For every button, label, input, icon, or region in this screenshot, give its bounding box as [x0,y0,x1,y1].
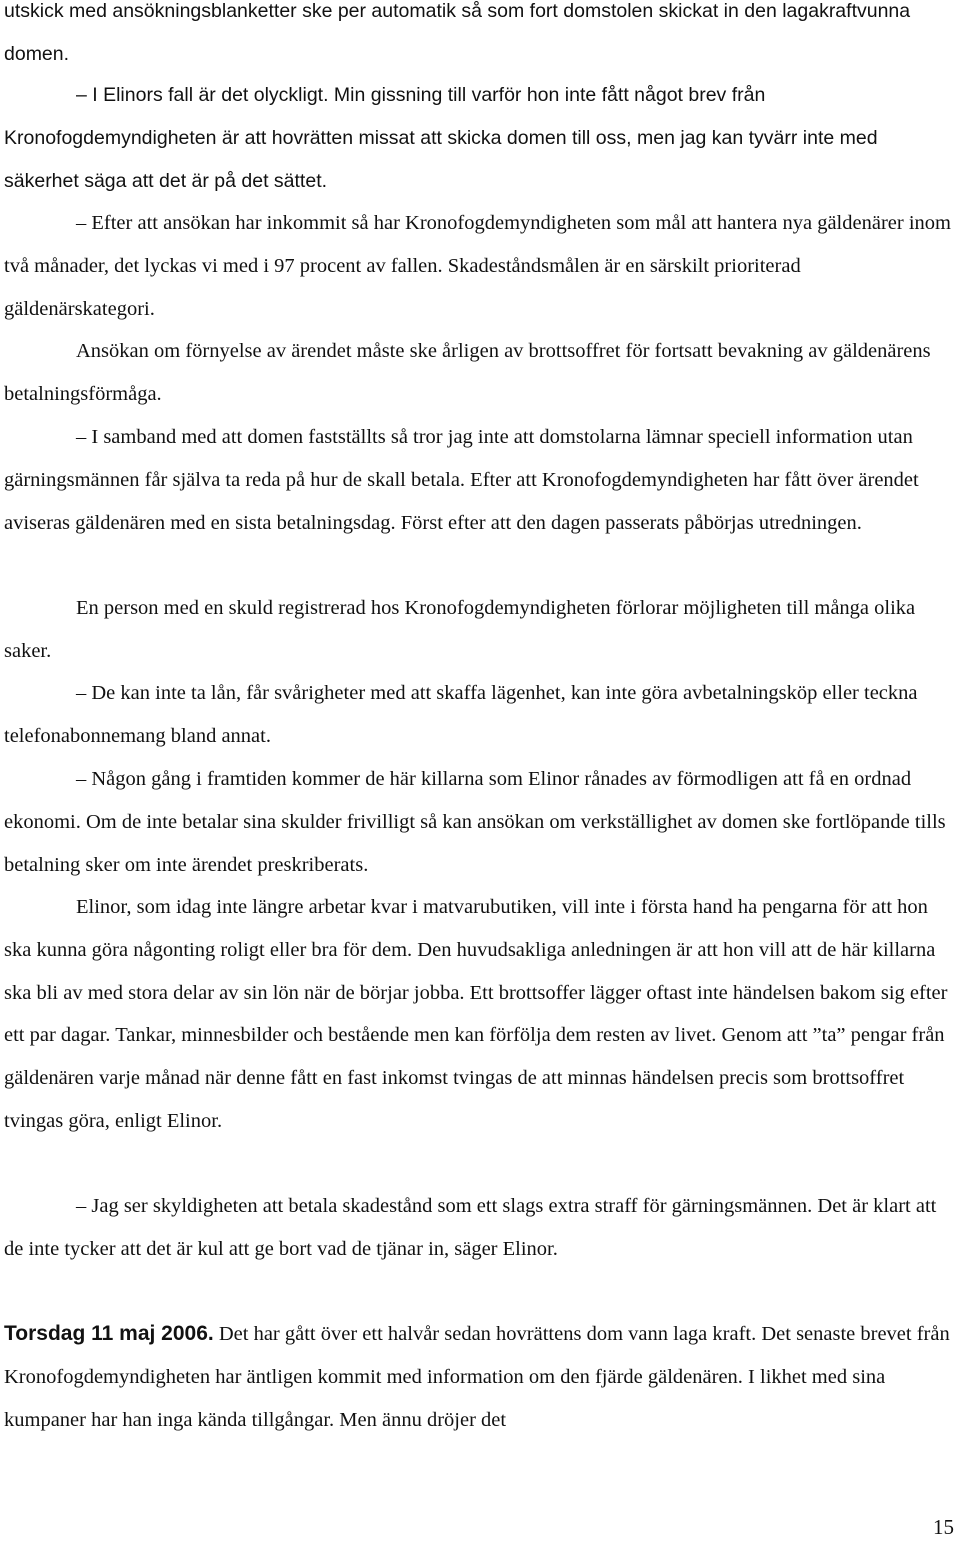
paragraph-1: utskick med ansökningsblanketter ske per automatik så som fort domstolen skickat in den lagakraftvunna domen. [4,0,911,65]
paragraph-8: – Någon gång i framtiden kommer de här killarna som Elinor rånades av förmodligen att få en ordnad ekonomi. Om de inte betalar sina skulder frivilligt så kan ansökan om verkställighet av domen ske fortlöpande tills betalning sker om inte ärendet preskriberats. [4,768,946,876]
page-number: 15 [933,1515,954,1539]
paragraph-2: – I Elinors fall är det olyckligt. Min gissning till varför hon inte fått något brev från Kronofogdemyndigheten är att hovrätten missat att skicka domen till oss, men jag kan tyvärr inte med säkerhet säga att det är på det sättet. [4,84,878,192]
paragraph-7: – De kan inte ta lån, får svårigheter med att skaffa lägenhet, kan inte göra avbetalningsköp eller teckna telefonabonnemang bland annat. [4,682,918,747]
paragraph-6: En person med en skuld registrerad hos Kronofogdemyndigheten förlorar möjligheten till många olika saker. [4,597,916,662]
paragraph-3: – Efter att ansökan har inkommit så har Kronofogdemyndigheten som mål att hantera nya gäldenärer inom två månader, det lyckas vi med i 97 procent av fallen. Skadeståndsmålen är en särskilt prioriterad gäldenärskategori. [4,212,951,320]
paragraph-10: – Jag ser skyldigheten att betala skadestånd som ett slags extra straff för gärningsmännen. Det är klart att de inte tycker att det är kul att ge bort vad de tjänar in, säger Elinor. [4,1195,937,1260]
entry-text: Det har gått över ett halvår sedan hovrättens dom vann laga kraft. Det senaste brevet från Kronofogdemyndigheten har äntligen kommit med information om den fjärde gäldenären. I likhet med sina kumpaner har han inga kända tillgångar. Men ännu dröjer det [4,1323,950,1431]
paragraph-5: – I samband med att domen fastställts så tror jag inte att domstolarna lämnar speciell information utan gärningsmännen får själva ta reda på hur de skall betala. Efter att Kronofogdemyndigheten har fått över ärendet aviseras gäldenären med en sista betalningsdag. Först efter att den dagen passerats påbörjas utredningen. [4,426,919,534]
paragraph-4: Ansökan om förnyelse av ärendet måste ske årligen av brottsoffret för fortsatt bevakning av gäldenärens betalningsförmåga. [4,340,931,405]
paragraph-9: Elinor, som idag inte längre arbetar kvar i matvarubutiken, vill inte i första hand ha pengarna för att hon ska kunna göra någonting roligt eller bra för dem. Den huvudsakliga anledningen är att hon vill att de här killarna ska bli av med stora delar av sin lön när de börjar jobba. Ett brottsoffer lägger oftast inte händelsen bakom sig efter ett par dagar. Tankar, minnesbilder och bestående men kan förfölja dem resten av livet. Genom att ”ta” pengar från gäldenären varje månad när denne fått en fast inkomst tvingas de att minnas händelsen precis som brottsoffret tvingas göra, enligt Elinor. [4,896,948,1132]
dated-entry [4,1313,956,1441]
entry-date: Torsdag 11 maj 2006. [4,1322,214,1345]
